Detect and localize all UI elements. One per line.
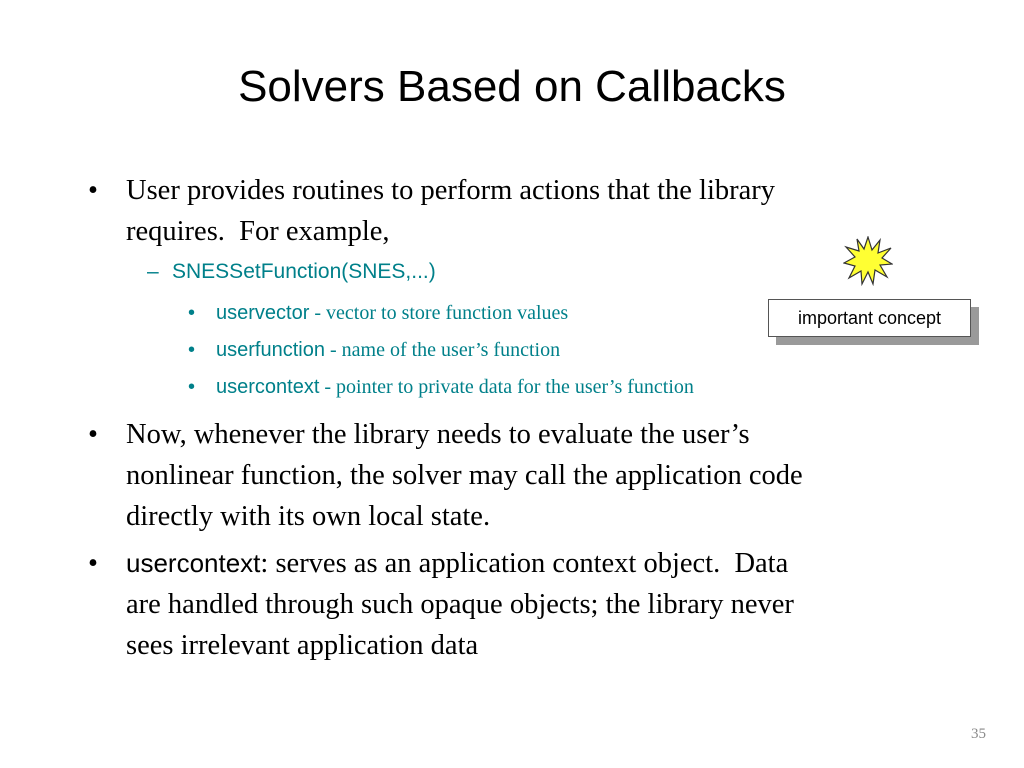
starburst-shape	[844, 237, 892, 284]
bullet-2	[88, 414, 968, 537]
bullet-1-text	[126, 170, 775, 252]
sub-item-term: usercontext	[216, 376, 320, 398]
bullet-2-text	[126, 414, 803, 537]
starburst-icon	[843, 236, 893, 286]
sub-bullet-label: SNESSetFunction(SNES,...)	[172, 260, 436, 283]
sub-item-marker: •	[188, 376, 196, 398]
bullet-3	[88, 543, 968, 666]
bullet-1	[88, 170, 968, 252]
slide-title: Solvers Based on Callbacks	[238, 62, 786, 111]
callout-label: important concept	[768, 299, 971, 337]
sub-item-marker: •	[188, 339, 196, 361]
sub-item-term: uservector	[216, 302, 310, 324]
sub-bullet-dash: –	[147, 260, 159, 283]
sub-item-desc: - pointer to private data for the user’s function	[319, 376, 694, 398]
bullet-3-line-2: are handled through such opaque objects; the library never	[126, 589, 794, 620]
bullet-3-line-3: sees irrelevant application data	[126, 630, 479, 661]
bullet-1-marker: •	[88, 175, 98, 206]
bullet-2-line-1: Now, whenever the library needs to evaluate the user’s	[126, 419, 750, 450]
sub-item-desc: - vector to store function values	[309, 302, 569, 324]
sub-item-text	[216, 299, 568, 327]
bullet-2-line-3: directly with its own local state.	[126, 501, 491, 532]
sub-item-term: userfunction	[216, 339, 325, 361]
page-number: 35	[971, 726, 986, 742]
bullet-3-text	[126, 543, 794, 666]
bullet-3-term: usercontext	[126, 548, 261, 578]
bullet-1-line-1: User provides routines to perform actions that the library	[126, 175, 775, 206]
bullet-3-line-1-text: : serves as an application context object. Data	[260, 548, 789, 579]
bullet-3-marker: •	[88, 548, 98, 579]
sub-item-text	[216, 373, 694, 401]
important-concept-callout	[768, 299, 971, 337]
bullet-1-line-2: requires. For example,	[126, 216, 390, 247]
sub-item-marker: •	[188, 302, 196, 324]
bullet-2-marker: •	[88, 419, 98, 450]
sub-item-desc: - name of the user’s function	[324, 339, 561, 361]
sub-item-text	[216, 336, 560, 364]
bullet-2-line-2: nonlinear function, the solver may call the application code	[126, 460, 803, 491]
bullet-3-line-1	[126, 543, 794, 584]
